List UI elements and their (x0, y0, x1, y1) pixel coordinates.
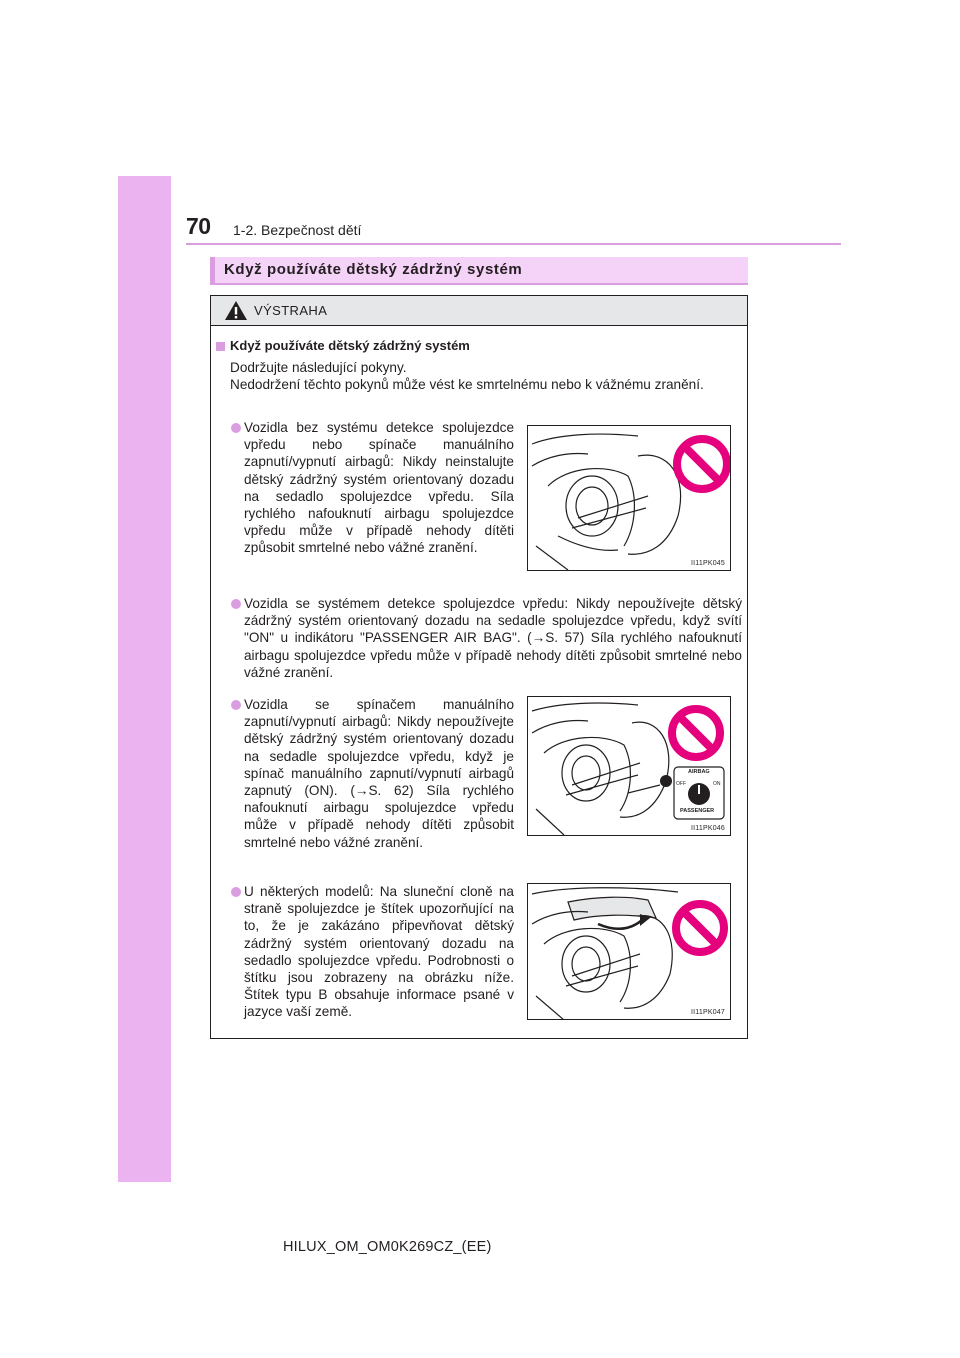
figure-airbag-switch (527, 696, 731, 836)
warning-item-3: Vozidla se spínačem manuálního zapnutí/vypnutí airbagů: Nikdy nepoužívejte dětský zádržný systém orientovaný dozadu na sedadle spolujezdce vpředu, když je spínač manuálního zapnutí/vypnutí airbagů zapnutý (ON). (→S. 62) Síla rychlého nafouknutí airbagu spolujezdce vpředu může v případě nehody dítěti způsobit smrtelné nebo vážné zranění. (244, 697, 514, 850)
bullet-dot-icon (231, 423, 241, 433)
warning-title: VÝSTRAHA (254, 303, 328, 318)
figure-code: II11PK045 (691, 560, 725, 567)
running-head: 1-2. Bezpečnost dětí (233, 222, 362, 238)
warning-subtitle: Když používáte dětský zádržný systém (230, 338, 470, 353)
chapter-tab-bar (118, 176, 171, 1182)
header-rule (186, 243, 841, 245)
section-heading (210, 257, 748, 285)
figure-code: II11PK046 (691, 825, 725, 832)
warning-item-4: U některých modelů: Na sluneční cloně na straně spolujezdce je štítek upozorňující na to, že je zakázáno připevňovat dětský zádržný systém orientovaný dozadu na sedadlo spolujezdce vpředu. Podrobnosti o štítku jsou zobrazeny na obrázku níže. Štítek typu B obsahuje informace psané v jazyce vaší země. (244, 884, 514, 1020)
switch-label-on: ON (713, 781, 721, 787)
illustration-icon (528, 426, 731, 571)
square-bullet-icon (216, 342, 225, 351)
heading-accent (210, 257, 215, 283)
warning-item-2: Vozidla se systémem detekce spolujezdce vpředu: Nikdy nepoužívejte dětský zádržný systém orientovaný dozadu na sedadle spolujezdce vpředu, když svítí "ON" u indikátoru "PASSENGER AIR BAG". (→S. 57) Síla rychlého nafouknutí airbagu spolujezdce vpředu může v případě nehody dítěti způsobit smrtelné nebo vážné zranění. (244, 596, 742, 680)
bullet-dot-icon (231, 700, 241, 710)
warning-intro-1: Dodržujte následující pokyny. (230, 360, 407, 375)
illustration-icon (528, 884, 731, 1020)
page-number: 70 (186, 213, 211, 239)
warning-item-1: Vozidla bez systému detekce spolujezdce vpředu nebo spínače manuálního zapnutí/vypnutí airbagů: Nikdy neinstalujte dětský zádržný systém orientovaný dozadu na sedadlo spolujezdce vpředu. Síla rychlého nafouknutí airbagu spolujezdce vpředu může v případě nehody dítěti způsobit smrtelné nebo vážné zranění. (244, 420, 514, 556)
figure-sun-visor-label (527, 883, 731, 1020)
section-heading-text: Když používáte dětský zádržný systém (224, 261, 523, 278)
figure-code: II11PK047 (691, 1009, 725, 1016)
document-code-footer: HILUX_OM_OM0K269CZ_(EE) (283, 1239, 492, 1255)
warning-intro-2: Nedodržení těchto pokynů může vést ke smrtelnému nebo k vážnému zranění. (230, 377, 704, 392)
switch-label-top: AIRBAG (688, 769, 710, 775)
figure-rear-facing-seat-no-detection (527, 425, 731, 571)
illustration-icon (528, 697, 731, 836)
warning-box (210, 295, 748, 1039)
bullet-dot-icon (231, 887, 241, 897)
switch-label-bottom: PASSENGER (680, 808, 715, 814)
warning-triangle-icon (224, 300, 248, 321)
bullet-dot-icon (231, 599, 241, 609)
warning-header (211, 296, 747, 326)
switch-label-off: OFF (676, 781, 686, 787)
